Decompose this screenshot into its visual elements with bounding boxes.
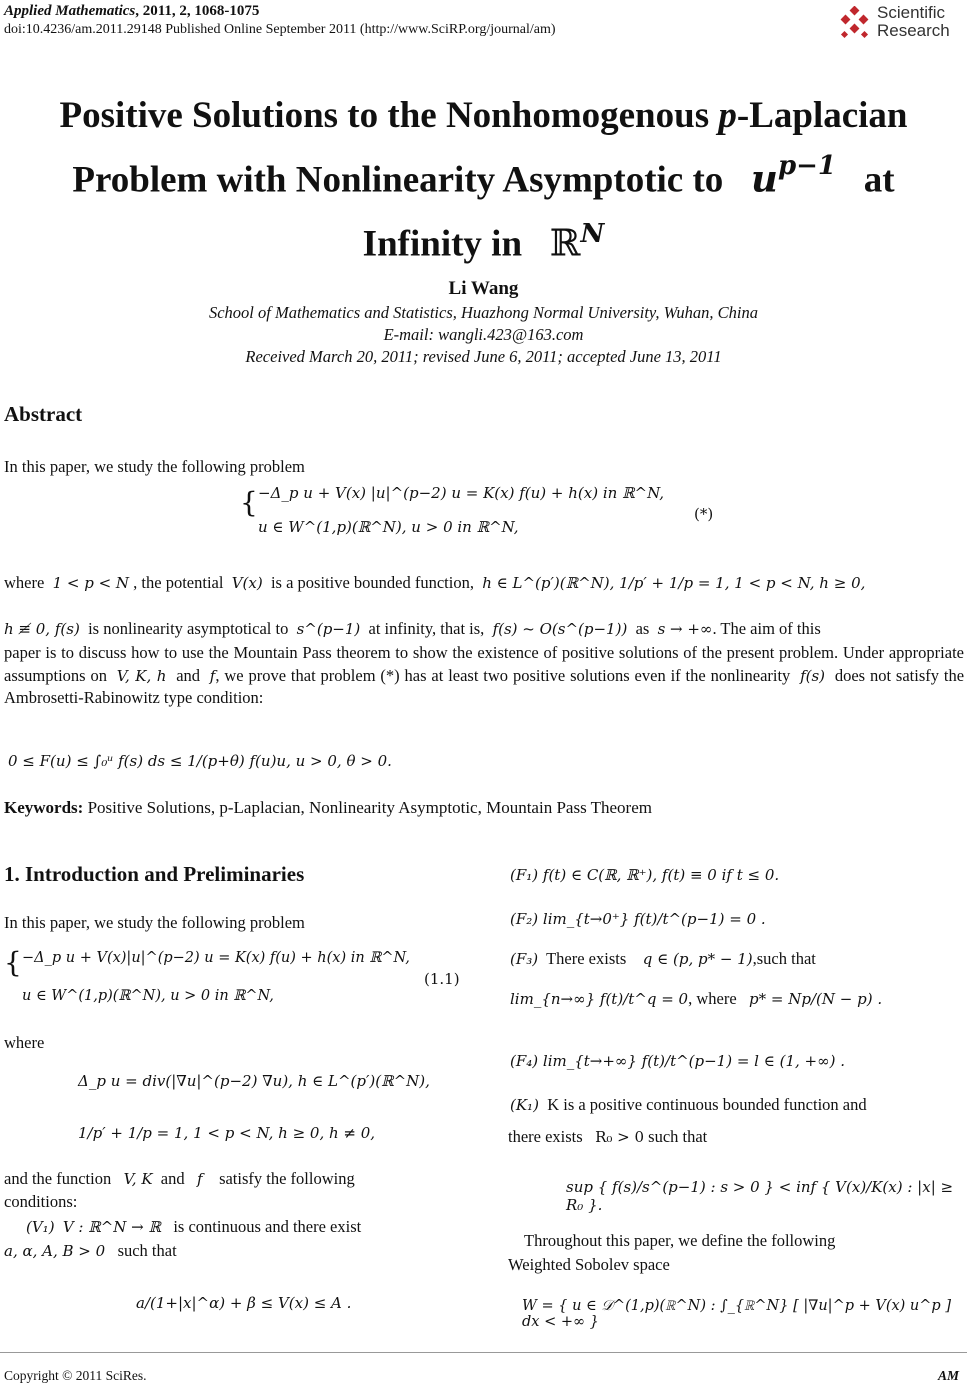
footer-divider: [0, 1352, 967, 1353]
logo-line-2: Research: [877, 21, 950, 40]
math: q ∈ (p, p* − 1): [642, 950, 753, 968]
sobolev-intro: [524, 1230, 964, 1253]
text: , where: [688, 989, 737, 1008]
abstract-equation-1: −Δ_p u + V(x) |u|^(p−2) u = K(x) f(u) + h(x) in ℝ^N,: [258, 484, 665, 502]
condition-v1: [26, 1216, 361, 1239]
title-text: Infinity in: [362, 223, 523, 265]
abstract-heading: Abstract: [4, 402, 83, 426]
math: p* = Np/(N − p) .: [749, 990, 883, 1008]
equation-tag: (1.1): [424, 970, 460, 988]
abstract-equation-2: u ∈ W^(1,p)(ℝ^N), u > 0 in ℝ^N,: [258, 518, 519, 536]
title-text: Problem with Nonlinearity Asymptotic to: [72, 159, 724, 201]
text: . The aim of this: [712, 619, 821, 638]
abstract-line-3: [4, 618, 964, 641]
affiliation-school: School of Mathematics and Statistics, Huazhong Normal University, Wuhan, China: [208, 303, 759, 322]
text: and: [176, 665, 201, 685]
math: R₀ > 0: [595, 1128, 645, 1146]
logo-line-1: Scientific: [877, 3, 946, 22]
title-p: p: [718, 95, 737, 136]
title-text: at: [863, 159, 895, 201]
text: K is a positive continuous bounded function and: [547, 1095, 867, 1114]
text: , we prove that problem (*) has at least two positive solutions even if the nonlinearity: [215, 665, 791, 685]
text: such that: [648, 1127, 708, 1146]
definition-line-2: 1/p′ + 1/p = 1, 1 < p < N, h ≥ 0, h ≠ 0,: [78, 1124, 376, 1142]
footer-copyright: Copyright © 2011 SciRes.: [4, 1368, 147, 1383]
text: satisfy the following: [219, 1169, 355, 1188]
footer-journal-abbr: AM: [937, 1368, 959, 1383]
scirp-logo-icon: [839, 6, 873, 40]
math: f(s) ~ O(s^(p−1)): [492, 620, 628, 638]
text: Throughout this paper, we define the following: [524, 1231, 836, 1250]
condition-v1-inequality: a/(1+|x|^α) + β ≤ V(x) ≤ A .: [136, 1294, 352, 1312]
abstract-intro: In this paper, we study the following problem: [4, 457, 305, 476]
paper-title: [0, 88, 967, 272]
text: and: [160, 1169, 185, 1188]
title-text: -Laplacian: [736, 95, 908, 136]
title-math-R: ℝ: [549, 221, 581, 265]
keywords: [4, 798, 652, 818]
sobolev-space-definition: W = { u ∈ 𝒟^(1,p)(ℝ^N) : ∫_{ℝ^N} [ |∇u|^p + V(x) u^p ] dx < +∞ }: [522, 1298, 951, 1330]
affiliation-email: E-mail: wangli.423@163.com: [383, 325, 584, 344]
definition-line-1: Δ_p u = div(|∇u|^(p−2) ∇u), h ∈ L^(p′)(ℝ^N),: [78, 1072, 430, 1090]
math: f: [197, 1170, 203, 1188]
system-brace: {: [4, 946, 22, 979]
math: h ∈ L^(p′)(ℝ^N), 1/p′ + 1/p = 1, 1 < p < N, h ≥ 0,: [482, 574, 866, 592]
keywords-text: Positive Solutions, p-Laplacian, Nonlinearity Asymptotic, Mountain Pass Theorem: [83, 798, 652, 817]
condition-v1-consts: [4, 1240, 177, 1263]
author-affiliation: [0, 302, 967, 368]
condition-f2: (F₂) lim_{t→0⁺} f(t)/t^(p−1) = 0 .: [510, 910, 766, 928]
equation-1-1-line-1: −Δ_p u + V(x)|u|^(p−2) u = K(x) f(u) + h(x) in ℝ^N,: [22, 950, 410, 966]
abstract-equation-tag: (*): [694, 505, 714, 523]
text: at infinity, that is,: [368, 619, 485, 638]
doi-line: doi:10.4236/am.2011.29148 Published Online September 2011 (http://www.SciRP.org/journal/am): [4, 22, 556, 37]
abstract-system-brace: {: [240, 486, 258, 519]
author-name: Li Wang: [448, 278, 519, 299]
math: f(s): [800, 666, 826, 685]
condition-f1: (F₁) f(t) ∈ C(ℝ, ℝ⁺), f(t) ≡ 0 if t ≤ 0.: [510, 866, 780, 884]
condition-k1: [510, 1094, 965, 1117]
logo-text: [877, 4, 950, 40]
text: and the function: [4, 1169, 112, 1188]
condition-k1-inequality: sup { f(s)/s^(p−1) : s > 0 } < inf { V(x)/K(x) : |x| ≥ R₀ }.: [566, 1178, 954, 1214]
sobolev-intro-2: Weighted Sobolev space: [508, 1255, 670, 1274]
text: does not satisfy the Ambrosetti-Rabinowitz type condition:: [4, 665, 965, 707]
text: , the potential: [133, 573, 224, 592]
condition-label: (K₁): [510, 1096, 539, 1114]
text: conditions:: [4, 1191, 78, 1211]
where-label: where: [4, 1033, 45, 1052]
text: there exists: [508, 1127, 583, 1146]
math: lim_{n→∞} f(t)/t^q = 0: [510, 990, 689, 1008]
keywords-label: Keywords:: [4, 798, 84, 817]
text: as: [635, 619, 650, 638]
text: ,such that: [752, 949, 816, 968]
condition-label: (V₁): [26, 1218, 55, 1236]
text: There exists: [546, 949, 627, 968]
math: V, K: [123, 1170, 153, 1188]
condition-f4: (F₄) lim_{t→+∞} f(t)/t^(p−1) = l ∈ (1, +∞) .: [510, 1052, 846, 1070]
text: such that: [117, 1241, 177, 1260]
text: is continuous and there exist: [173, 1217, 362, 1236]
math: V : ℝ^N → ℝ: [62, 1218, 161, 1236]
abstract-body: [4, 642, 964, 710]
math: V, K, h: [116, 666, 167, 685]
ar-condition: 0 ≤ F(u) ≤ ∫₀ᵘ f(s) ds ≤ 1/(p+θ) f(u)u, u > 0, θ > 0.: [8, 752, 392, 770]
title-line-1: [0, 88, 967, 143]
journal-name: Applied Mathematics: [4, 3, 136, 19]
received-dates: Received March 20, 2011; revised June 6, 2011; accepted June 13, 2011: [245, 347, 722, 366]
text: where: [4, 573, 45, 592]
condition-k1-exists: [508, 1126, 707, 1149]
math: 1 < p < N: [52, 574, 130, 592]
text: paper is to discuss how to use the Mountain Pass theorem to show the existence of positive solutions of the present problem. Under appropriate assumptions on: [4, 643, 964, 685]
section-heading: 1. Introduction and Preliminaries: [4, 862, 305, 886]
title-math-N: N: [580, 219, 605, 250]
math: s^(p−1): [296, 620, 361, 638]
title-text: Positive Solutions to the Nonhomogenous: [59, 95, 719, 136]
equation-1-1-line-2: u ∈ W^(1,p)(ℝ^N), u > 0 in ℝ^N,: [22, 988, 274, 1004]
condition-f3: [510, 948, 816, 971]
text: is a positive bounded function,: [270, 573, 474, 592]
math: h ≢ 0, f(s): [4, 620, 80, 638]
conditions-text: [4, 1168, 462, 1213]
publisher-logo: [839, 4, 959, 44]
condition-f3-limit: [510, 988, 882, 1011]
title-line-3: [0, 207, 967, 271]
math: f: [209, 666, 216, 685]
math: V(x): [231, 574, 263, 592]
title-math-u: u: [751, 156, 778, 201]
math: a, α, A, B > 0: [4, 1242, 106, 1260]
math: s → +∞: [657, 620, 713, 638]
title-math-exp: p−1: [777, 151, 837, 181]
section-intro: In this paper, we study the following problem: [4, 913, 305, 932]
text: is nonlinearity asymptotical to: [88, 619, 289, 638]
title-line-2: [0, 143, 967, 207]
condition-label: (F₃): [510, 950, 539, 968]
abstract-where-line: [4, 572, 964, 595]
journal-volume: , 2011, 2, 1068-1075: [135, 3, 260, 19]
journal-citation: [4, 3, 259, 20]
